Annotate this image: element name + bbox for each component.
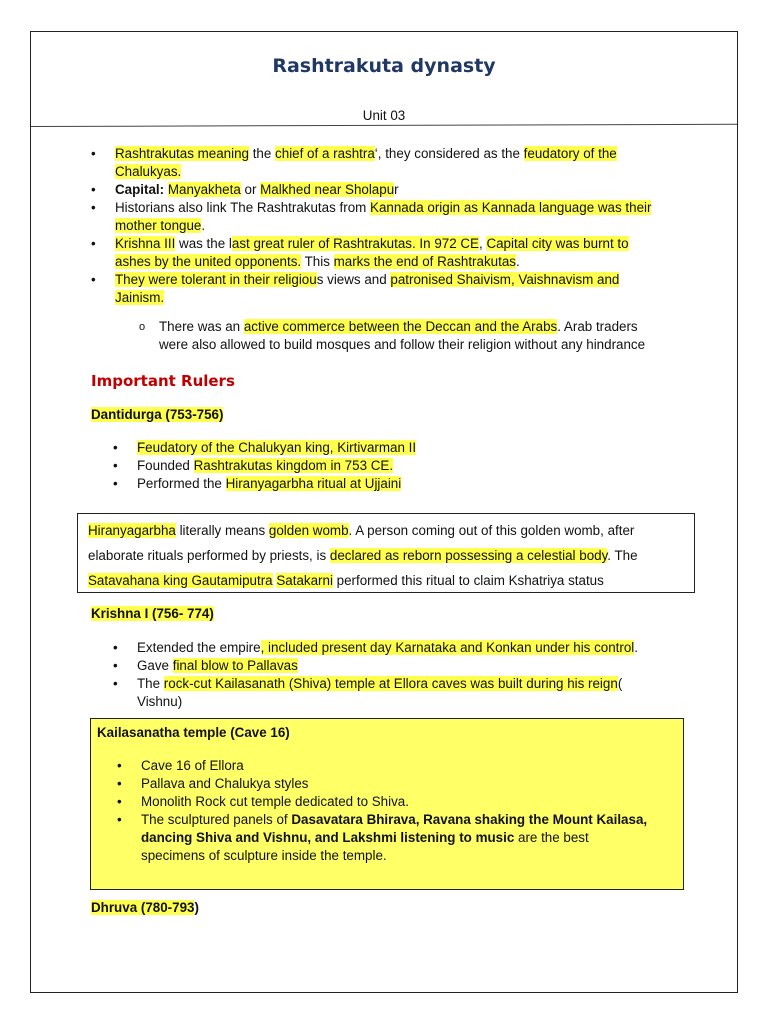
text-run: ‘, they considered as the	[374, 146, 524, 161]
header-divider	[31, 124, 737, 127]
list-item	[113, 439, 697, 457]
highlighted-text: declared as reborn possessing a celestial body	[329, 548, 608, 563]
bullet-icon: •	[113, 458, 118, 473]
bullet-icon: •	[117, 776, 122, 791]
text-run: . The	[607, 548, 638, 563]
bullet-icon: •	[113, 640, 118, 655]
text-run: Vishnu)	[137, 694, 183, 709]
text-run: are the best	[514, 830, 589, 845]
bullet-icon: •	[117, 794, 122, 809]
highlighted-text: golden womb	[268, 523, 349, 538]
list-item	[91, 199, 685, 235]
bullet-icon: •	[113, 476, 118, 491]
text-run: The	[137, 676, 164, 691]
highlighted-text: Satavahana king Gautamiputra	[88, 573, 273, 588]
box-line	[88, 518, 684, 543]
text-run: Extended the empire	[137, 640, 261, 655]
bullet-icon: •	[117, 758, 122, 773]
text-run: r	[394, 182, 399, 197]
highlighted-text: , included present day Karnataka and Konkan under his control	[260, 640, 635, 655]
highlighted-text: mother tongue	[115, 218, 202, 233]
text-run: Founded	[137, 458, 194, 473]
highlighted-text: Capital city was burnt to	[486, 236, 629, 251]
krishna-bullet-list	[113, 639, 707, 711]
highlighted-text: Chalukyas.	[115, 164, 182, 179]
list-item	[117, 757, 671, 775]
highlighted-text: Jainism.	[115, 290, 165, 305]
highlighted-text: Hiranyagarbha	[88, 523, 176, 538]
text-run: s views and	[316, 272, 391, 287]
document-page	[30, 31, 738, 993]
text-run: (	[617, 676, 623, 691]
bullet-icon: •	[113, 658, 118, 673]
highlighted-text: ashes by the united opponents.	[115, 254, 302, 269]
text-run: elaborate rituals performed by priests, is	[88, 548, 330, 563]
bullet-icon: •	[91, 182, 96, 197]
text-run: The sculptured panels of	[141, 812, 292, 827]
text-run: . A person coming out of this golden womb, after	[348, 523, 635, 538]
list-item	[117, 793, 671, 811]
text-run: There was an	[159, 319, 244, 334]
text-run: the	[248, 146, 276, 161]
highlighted-text: active commerce between the Deccan and the Arabs	[243, 319, 558, 334]
text-run: performed this ritual to claim Kshatriya status	[332, 573, 604, 588]
highlighted-text: Rashtrakutas kingdom in 753 CE.	[193, 458, 394, 473]
kailasanatha-heading: Kailasanatha temple (Cave 16)	[97, 725, 290, 740]
kailasanatha-box	[90, 718, 684, 890]
dhruva-heading: Dhruva (780-793)	[91, 900, 199, 915]
text-run: was the l	[175, 236, 232, 251]
dantidurga-heading: Dantidurga (753-756)	[91, 407, 224, 422]
highlighted-text: Hiranyagarbha ritual at Ujjaini	[225, 476, 402, 491]
bullet-icon: •	[91, 146, 96, 161]
highlighted-text: chief of a rashtra	[275, 146, 375, 161]
list-item	[117, 775, 671, 793]
list-item	[113, 475, 697, 493]
text-run: Performed the	[137, 476, 226, 491]
highlighted-text: Manyakheta	[167, 182, 241, 197]
list-item	[113, 457, 697, 475]
krishna-heading: Krishna I (756- 774)	[91, 606, 214, 621]
text-run: .	[634, 640, 639, 655]
kailasanatha-bullet-list	[117, 757, 671, 865]
list-item	[91, 145, 685, 181]
text-run: ,	[478, 236, 487, 251]
important-rulers-heading: Important Rulers	[91, 372, 235, 390]
highlighted-text: ast great ruler of Rashtrakutas. In 972 CE	[231, 236, 479, 251]
text-run: literally means	[175, 523, 269, 538]
highlighted-text: Kannada origin as Kannada language was their	[370, 200, 652, 215]
box-line	[88, 568, 684, 593]
bullet-icon: •	[113, 676, 118, 691]
highlighted-text: marks the end of Rashtrakutas	[333, 254, 516, 269]
text-run: or	[240, 182, 261, 197]
text-run: Gave	[137, 658, 173, 673]
highlighted-text: Malkhed near Sholapu	[260, 182, 395, 197]
text-run: Dasavatara Bhirava, Ravana shaking the Mount Kailasa,	[291, 812, 648, 827]
highlighted-text: patronised Shaivism, Vaishnavism and	[390, 272, 620, 287]
bullet-icon: •	[117, 812, 122, 827]
hollow-bullet-icon: o	[139, 321, 146, 333]
bullet-icon: •	[113, 440, 118, 455]
dantidurga-bullet-list	[113, 439, 697, 493]
highlighted-text: Feudatory of the Chalukyan king, Kirtivarman II	[137, 440, 417, 455]
text-run: Monolith Rock cut temple dedicated to Shiva.	[141, 794, 409, 809]
text-run: This	[301, 254, 334, 269]
list-item	[113, 675, 707, 711]
sub-bullet	[139, 318, 699, 354]
highlighted-text: rock-cut Kailasanath (Shiva) temple at Ellora caves was built during his reign	[163, 676, 618, 691]
highlighted-text: final blow to Pallavas	[172, 658, 298, 673]
sub-bullet-line2: were also allowed to build mosques and follow their religion without any hindrance	[159, 337, 646, 352]
bullet-icon: •	[91, 200, 96, 215]
bullet-icon: •	[91, 272, 96, 287]
list-item	[91, 235, 685, 271]
list-item	[91, 271, 685, 307]
list-item	[91, 181, 685, 199]
intro-bullet-list	[91, 145, 685, 307]
highlighted-text: Krishna III	[115, 236, 176, 251]
list-item	[113, 657, 707, 675]
box-line	[88, 543, 684, 568]
highlighted-text: They were tolerant in their religiou	[115, 272, 317, 287]
text-run: .	[201, 218, 206, 233]
unit-label: Unit 03	[362, 108, 406, 123]
text-run: specimens of sculpture inside the temple.	[141, 848, 387, 863]
text-run: . Arab traders	[557, 319, 638, 334]
text-run: dancing Shiva and Vishnu, and Lakshmi listening to music	[141, 830, 515, 845]
highlighted-text: feudatory of the	[523, 146, 617, 161]
text-run: Pallava and Chalukya styles	[141, 776, 309, 791]
list-item	[113, 639, 707, 657]
highlighted-text: Satakarni	[276, 573, 333, 588]
list-item	[117, 811, 671, 865]
text-run: Capital:	[115, 182, 165, 197]
text-run: Cave 16 of Ellora	[141, 758, 244, 773]
bullet-icon: •	[91, 236, 96, 251]
page-title: Rashtrakuta dynasty	[272, 55, 496, 77]
highlighted-text: Rashtrakutas meaning	[115, 146, 249, 161]
text-run: .	[515, 254, 520, 269]
text-run: Historians also link The Rashtrakutas from	[115, 200, 371, 215]
hiranyagarbha-box	[77, 513, 695, 593]
